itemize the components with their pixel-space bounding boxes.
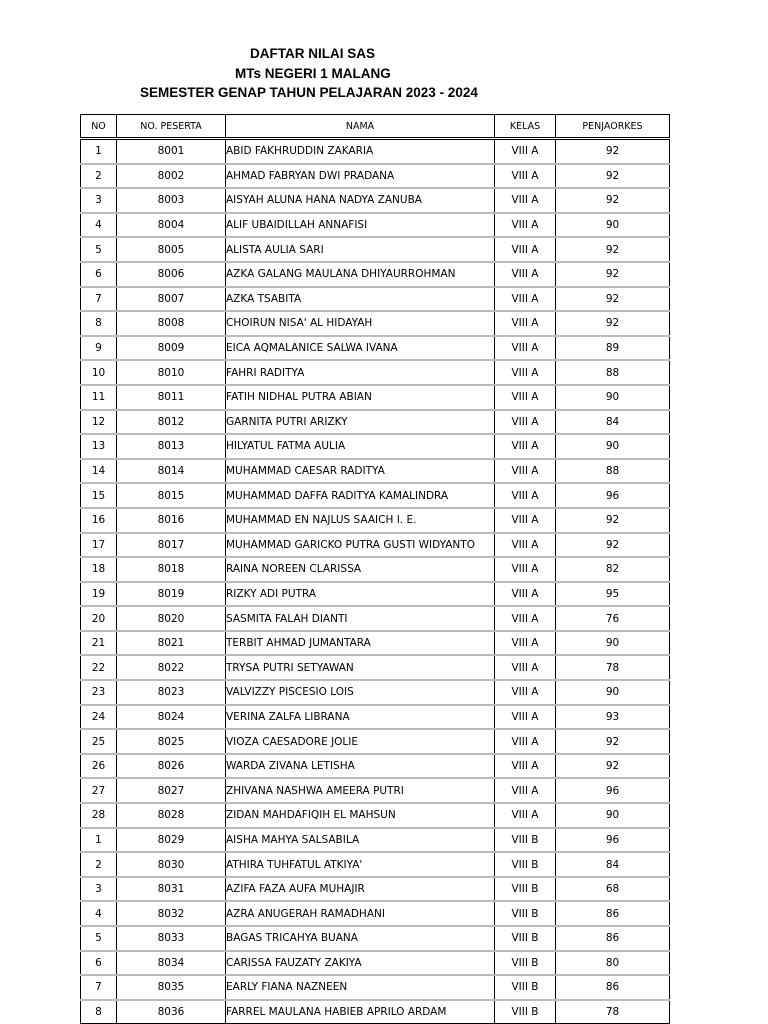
column-header-peserta: NO. PESERTA bbox=[117, 115, 226, 139]
table-row bbox=[81, 237, 670, 262]
table-row bbox=[81, 164, 670, 189]
row-no: 16 bbox=[81, 508, 117, 533]
row-nilai: 92 bbox=[556, 287, 670, 312]
row-nama: WARDA ZIVANA LETISHA bbox=[226, 754, 495, 779]
row-peserta: 8001 bbox=[117, 139, 226, 164]
row-kelas: VIII A bbox=[495, 360, 556, 385]
row-kelas: VIII A bbox=[495, 631, 556, 656]
row-nama: SASMITA FALAH DIANTI bbox=[226, 606, 495, 631]
table-row bbox=[81, 287, 670, 312]
row-no: 19 bbox=[81, 582, 117, 607]
row-kelas: VIII B bbox=[495, 828, 556, 853]
row-kelas: VIII B bbox=[495, 975, 556, 1000]
row-nilai: 84 bbox=[556, 852, 670, 877]
row-kelas: VIII A bbox=[495, 139, 556, 164]
row-nama: MUHAMMAD DAFFA RADITYA KAMALINDRA bbox=[226, 483, 495, 508]
row-kelas: VIII A bbox=[495, 680, 556, 705]
row-peserta: 8011 bbox=[117, 385, 226, 410]
row-nama: AZIFA FAZA AUFA MUHAJIR bbox=[226, 877, 495, 902]
row-nilai: 90 bbox=[556, 631, 670, 656]
row-nama: HILYATUL FATMA AULIA bbox=[226, 434, 495, 459]
table-row bbox=[81, 951, 670, 976]
row-no: 22 bbox=[81, 655, 117, 680]
row-peserta: 8023 bbox=[117, 680, 226, 705]
table-row bbox=[81, 828, 670, 853]
table-row bbox=[81, 901, 670, 926]
table-row bbox=[81, 188, 670, 213]
row-peserta: 8017 bbox=[117, 533, 226, 558]
row-nilai: 78 bbox=[556, 655, 670, 680]
row-peserta: 8004 bbox=[117, 213, 226, 238]
row-peserta: 8010 bbox=[117, 360, 226, 385]
row-nilai: 90 bbox=[556, 385, 670, 410]
row-peserta: 8027 bbox=[117, 778, 226, 803]
row-nama: FATIH NIDHAL PUTRA ABIAN bbox=[226, 385, 495, 410]
row-peserta: 8035 bbox=[117, 975, 226, 1000]
table-row bbox=[81, 459, 670, 484]
row-kelas: VIII B bbox=[495, 852, 556, 877]
row-nilai: 92 bbox=[556, 311, 670, 336]
row-nama: ABID FAKHRUDDIN ZAKARIA bbox=[226, 139, 495, 164]
row-kelas: VIII A bbox=[495, 213, 556, 238]
table-row bbox=[81, 508, 670, 533]
row-nilai: 92 bbox=[556, 533, 670, 558]
row-nama: TERBIT AHMAD JUMANTARA bbox=[226, 631, 495, 656]
row-nama: AZKA GALANG MAULANA DHIYAURROHMAN bbox=[226, 262, 495, 287]
row-nilai: 92 bbox=[556, 729, 670, 754]
row-kelas: VIII A bbox=[495, 655, 556, 680]
table-row bbox=[81, 631, 670, 656]
row-nama: VIOZA CAESADORE JOLIE bbox=[226, 729, 495, 754]
table-row bbox=[81, 434, 670, 459]
row-nama: AHMAD FABRYAN DWI PRADANA bbox=[226, 164, 495, 189]
row-nama: RIZKY ADI PUTRA bbox=[226, 582, 495, 607]
row-no: 3 bbox=[81, 877, 117, 902]
table-row bbox=[81, 606, 670, 631]
table-row bbox=[81, 680, 670, 705]
row-kelas: VIII A bbox=[495, 483, 556, 508]
row-nilai: 93 bbox=[556, 705, 670, 730]
row-kelas: VIII A bbox=[495, 311, 556, 336]
row-no: 12 bbox=[81, 410, 117, 435]
row-nilai: 95 bbox=[556, 582, 670, 607]
row-no: 14 bbox=[81, 459, 117, 484]
row-nama: CARISSA FAUZATY ZAKIYA bbox=[226, 951, 495, 976]
row-no: 15 bbox=[81, 483, 117, 508]
row-peserta: 8014 bbox=[117, 459, 226, 484]
row-nama: ALIF UBAIDILLAH ANNAFISI bbox=[226, 213, 495, 238]
table-row bbox=[81, 139, 670, 164]
row-kelas: VIII B bbox=[495, 926, 556, 951]
table-row bbox=[81, 483, 670, 508]
row-peserta: 8016 bbox=[117, 508, 226, 533]
table-row bbox=[81, 926, 670, 951]
row-peserta: 8022 bbox=[117, 655, 226, 680]
table-row bbox=[81, 778, 670, 803]
table-row bbox=[81, 754, 670, 779]
row-nama: FARREL MAULANA HABIEB APRILO ARDAM bbox=[226, 1000, 495, 1024]
row-nilai: 90 bbox=[556, 803, 670, 828]
row-nilai: 96 bbox=[556, 483, 670, 508]
row-nama: RAINA NOREEN CLARISSA bbox=[226, 557, 495, 582]
table-row bbox=[81, 410, 670, 435]
row-nilai: 86 bbox=[556, 926, 670, 951]
table-body bbox=[81, 139, 670, 1024]
row-kelas: VIII A bbox=[495, 434, 556, 459]
row-peserta: 8005 bbox=[117, 237, 226, 262]
row-no: 4 bbox=[81, 901, 117, 926]
table-row bbox=[81, 336, 670, 361]
row-nilai: 90 bbox=[556, 213, 670, 238]
row-kelas: VIII A bbox=[495, 287, 556, 312]
table-row bbox=[81, 852, 670, 877]
table-row bbox=[81, 1000, 670, 1024]
row-nama: TRYSA PUTRI SETYAWAN bbox=[226, 655, 495, 680]
row-kelas: VIII A bbox=[495, 262, 556, 287]
row-kelas: VIII B bbox=[495, 877, 556, 902]
row-nilai: 88 bbox=[556, 360, 670, 385]
row-nilai: 88 bbox=[556, 459, 670, 484]
row-no: 5 bbox=[81, 926, 117, 951]
row-peserta: 8012 bbox=[117, 410, 226, 435]
row-no: 28 bbox=[81, 803, 117, 828]
column-header-no: NO bbox=[81, 115, 117, 139]
row-no: 26 bbox=[81, 754, 117, 779]
table-row bbox=[81, 582, 670, 607]
table-row bbox=[81, 975, 670, 1000]
row-no: 11 bbox=[81, 385, 117, 410]
row-nilai: 89 bbox=[556, 336, 670, 361]
row-nama: AISYAH ALUNA HANA NADYA ZANUBA bbox=[226, 188, 495, 213]
row-no: 20 bbox=[81, 606, 117, 631]
row-no: 2 bbox=[81, 164, 117, 189]
row-kelas: VIII A bbox=[495, 705, 556, 730]
row-kelas: VIII A bbox=[495, 188, 556, 213]
row-kelas: VIII B bbox=[495, 901, 556, 926]
table-header-row bbox=[81, 115, 670, 139]
school-name: MTs NEGERI 1 MALANG bbox=[235, 66, 391, 81]
row-nama: AZRA ANUGERAH RAMADHANI bbox=[226, 901, 495, 926]
row-peserta: 8029 bbox=[117, 828, 226, 853]
row-nilai: 96 bbox=[556, 778, 670, 803]
row-nama: EICA AQMALANICE SALWA IVANA bbox=[226, 336, 495, 361]
row-no: 4 bbox=[81, 213, 117, 238]
row-nilai: 80 bbox=[556, 951, 670, 976]
row-no: 13 bbox=[81, 434, 117, 459]
row-nama: AISHA MAHYA SALSABILA bbox=[226, 828, 495, 853]
row-peserta: 8018 bbox=[117, 557, 226, 582]
row-peserta: 8021 bbox=[117, 631, 226, 656]
row-nilai: 90 bbox=[556, 434, 670, 459]
row-no: 1 bbox=[81, 139, 117, 164]
row-nilai: 86 bbox=[556, 975, 670, 1000]
row-peserta: 8020 bbox=[117, 606, 226, 631]
row-nama: MUHAMMAD CAESAR RADITYA bbox=[226, 459, 495, 484]
table-row bbox=[81, 803, 670, 828]
row-nama: EARLY FIANA NAZNEEN bbox=[226, 975, 495, 1000]
row-nama: CHOIRUN NISA' AL HIDAYAH bbox=[226, 311, 495, 336]
row-nama: BAGAS TRICAHYA BUANA bbox=[226, 926, 495, 951]
row-peserta: 8030 bbox=[117, 852, 226, 877]
row-nilai: 92 bbox=[556, 237, 670, 262]
row-kelas: VIII A bbox=[495, 164, 556, 189]
row-peserta: 8036 bbox=[117, 1000, 226, 1024]
row-kelas: VIII A bbox=[495, 508, 556, 533]
row-peserta: 8025 bbox=[117, 729, 226, 754]
row-peserta: 8013 bbox=[117, 434, 226, 459]
row-nama: AZKA TSABITA bbox=[226, 287, 495, 312]
row-nama: GARNITA PUTRI ARIZKY bbox=[226, 410, 495, 435]
row-peserta: 8026 bbox=[117, 754, 226, 779]
row-nilai: 96 bbox=[556, 828, 670, 853]
grades-table bbox=[80, 114, 670, 1024]
row-nama: VALVIZZY PISCESIO LOIS bbox=[226, 680, 495, 705]
row-kelas: VIII A bbox=[495, 557, 556, 582]
row-no: 21 bbox=[81, 631, 117, 656]
row-kelas: VIII A bbox=[495, 606, 556, 631]
table-row bbox=[81, 729, 670, 754]
row-nilai: 78 bbox=[556, 1000, 670, 1024]
row-peserta: 8003 bbox=[117, 188, 226, 213]
row-nilai: 84 bbox=[556, 410, 670, 435]
row-peserta: 8009 bbox=[117, 336, 226, 361]
row-no: 25 bbox=[81, 729, 117, 754]
row-no: 8 bbox=[81, 311, 117, 336]
table-row bbox=[81, 655, 670, 680]
table-row bbox=[81, 213, 670, 238]
row-kelas: VIII A bbox=[495, 459, 556, 484]
row-nama: ZIDAN MAHDAFIQIH EL MAHSUN bbox=[226, 803, 495, 828]
row-nilai: 86 bbox=[556, 901, 670, 926]
row-no: 8 bbox=[81, 1000, 117, 1024]
row-no: 9 bbox=[81, 336, 117, 361]
row-peserta: 8033 bbox=[117, 926, 226, 951]
row-kelas: VIII B bbox=[495, 951, 556, 976]
column-header-nama: NAMA bbox=[226, 115, 495, 139]
row-peserta: 8006 bbox=[117, 262, 226, 287]
row-no: 7 bbox=[81, 975, 117, 1000]
row-kelas: VIII A bbox=[495, 803, 556, 828]
row-nilai: 92 bbox=[556, 164, 670, 189]
row-kelas: VIII A bbox=[495, 385, 556, 410]
row-nama: MUHAMMAD EN NAJLUS SAAICH I. E. bbox=[226, 508, 495, 533]
row-kelas: VIII A bbox=[495, 729, 556, 754]
row-no: 6 bbox=[81, 951, 117, 976]
row-nilai: 76 bbox=[556, 606, 670, 631]
row-nilai: 92 bbox=[556, 188, 670, 213]
row-no: 3 bbox=[81, 188, 117, 213]
row-kelas: VIII A bbox=[495, 582, 556, 607]
row-no: 7 bbox=[81, 287, 117, 312]
row-kelas: VIII A bbox=[495, 778, 556, 803]
row-no: 2 bbox=[81, 852, 117, 877]
row-peserta: 8002 bbox=[117, 164, 226, 189]
row-nama: ATHIRA TUHFATUL ATKIYA' bbox=[226, 852, 495, 877]
row-peserta: 8034 bbox=[117, 951, 226, 976]
row-peserta: 8024 bbox=[117, 705, 226, 730]
table-row bbox=[81, 385, 670, 410]
row-nama: MUHAMMAD GARICKO PUTRA GUSTI WIDYANTO bbox=[226, 533, 495, 558]
row-no: 10 bbox=[81, 360, 117, 385]
row-nilai: 92 bbox=[556, 754, 670, 779]
row-no: 5 bbox=[81, 237, 117, 262]
row-nilai: 92 bbox=[556, 139, 670, 164]
column-header-penjaorkes: PENJAORKES bbox=[556, 115, 670, 139]
row-nilai: 92 bbox=[556, 508, 670, 533]
row-peserta: 8031 bbox=[117, 877, 226, 902]
row-kelas: VIII A bbox=[495, 336, 556, 361]
row-kelas: VIII A bbox=[495, 754, 556, 779]
row-kelas: VIII A bbox=[495, 533, 556, 558]
row-no: 18 bbox=[81, 557, 117, 582]
table-row bbox=[81, 311, 670, 336]
table-row bbox=[81, 533, 670, 558]
table-row bbox=[81, 262, 670, 287]
semester-subtitle: SEMESTER GENAP TAHUN PELAJARAN 2023 - 2024 bbox=[140, 85, 478, 100]
table-row bbox=[81, 360, 670, 385]
row-nilai: 82 bbox=[556, 557, 670, 582]
row-no: 1 bbox=[81, 828, 117, 853]
row-nilai: 92 bbox=[556, 262, 670, 287]
row-nama: ZHIVANA NASHWA AMEERA PUTRI bbox=[226, 778, 495, 803]
row-nama: FAHRI RADITYA bbox=[226, 360, 495, 385]
row-kelas: VIII A bbox=[495, 410, 556, 435]
row-nilai: 90 bbox=[556, 680, 670, 705]
row-no: 27 bbox=[81, 778, 117, 803]
column-header-kelas: KELAS bbox=[495, 115, 556, 139]
row-peserta: 8008 bbox=[117, 311, 226, 336]
row-no: 23 bbox=[81, 680, 117, 705]
row-peserta: 8032 bbox=[117, 901, 226, 926]
table-row bbox=[81, 557, 670, 582]
row-peserta: 8028 bbox=[117, 803, 226, 828]
row-kelas: VIII B bbox=[495, 1000, 556, 1024]
row-no: 17 bbox=[81, 533, 117, 558]
row-nama: ALISTA AULIA SARI bbox=[226, 237, 495, 262]
row-no: 24 bbox=[81, 705, 117, 730]
document-title: DAFTAR NILAI SAS bbox=[250, 46, 375, 61]
row-peserta: 8007 bbox=[117, 287, 226, 312]
row-nama: VERINA ZALFA LIBRANA bbox=[226, 705, 495, 730]
row-no: 6 bbox=[81, 262, 117, 287]
table-row bbox=[81, 877, 670, 902]
row-peserta: 8019 bbox=[117, 582, 226, 607]
row-nilai: 68 bbox=[556, 877, 670, 902]
table-row bbox=[81, 705, 670, 730]
row-kelas: VIII A bbox=[495, 237, 556, 262]
row-peserta: 8015 bbox=[117, 483, 226, 508]
